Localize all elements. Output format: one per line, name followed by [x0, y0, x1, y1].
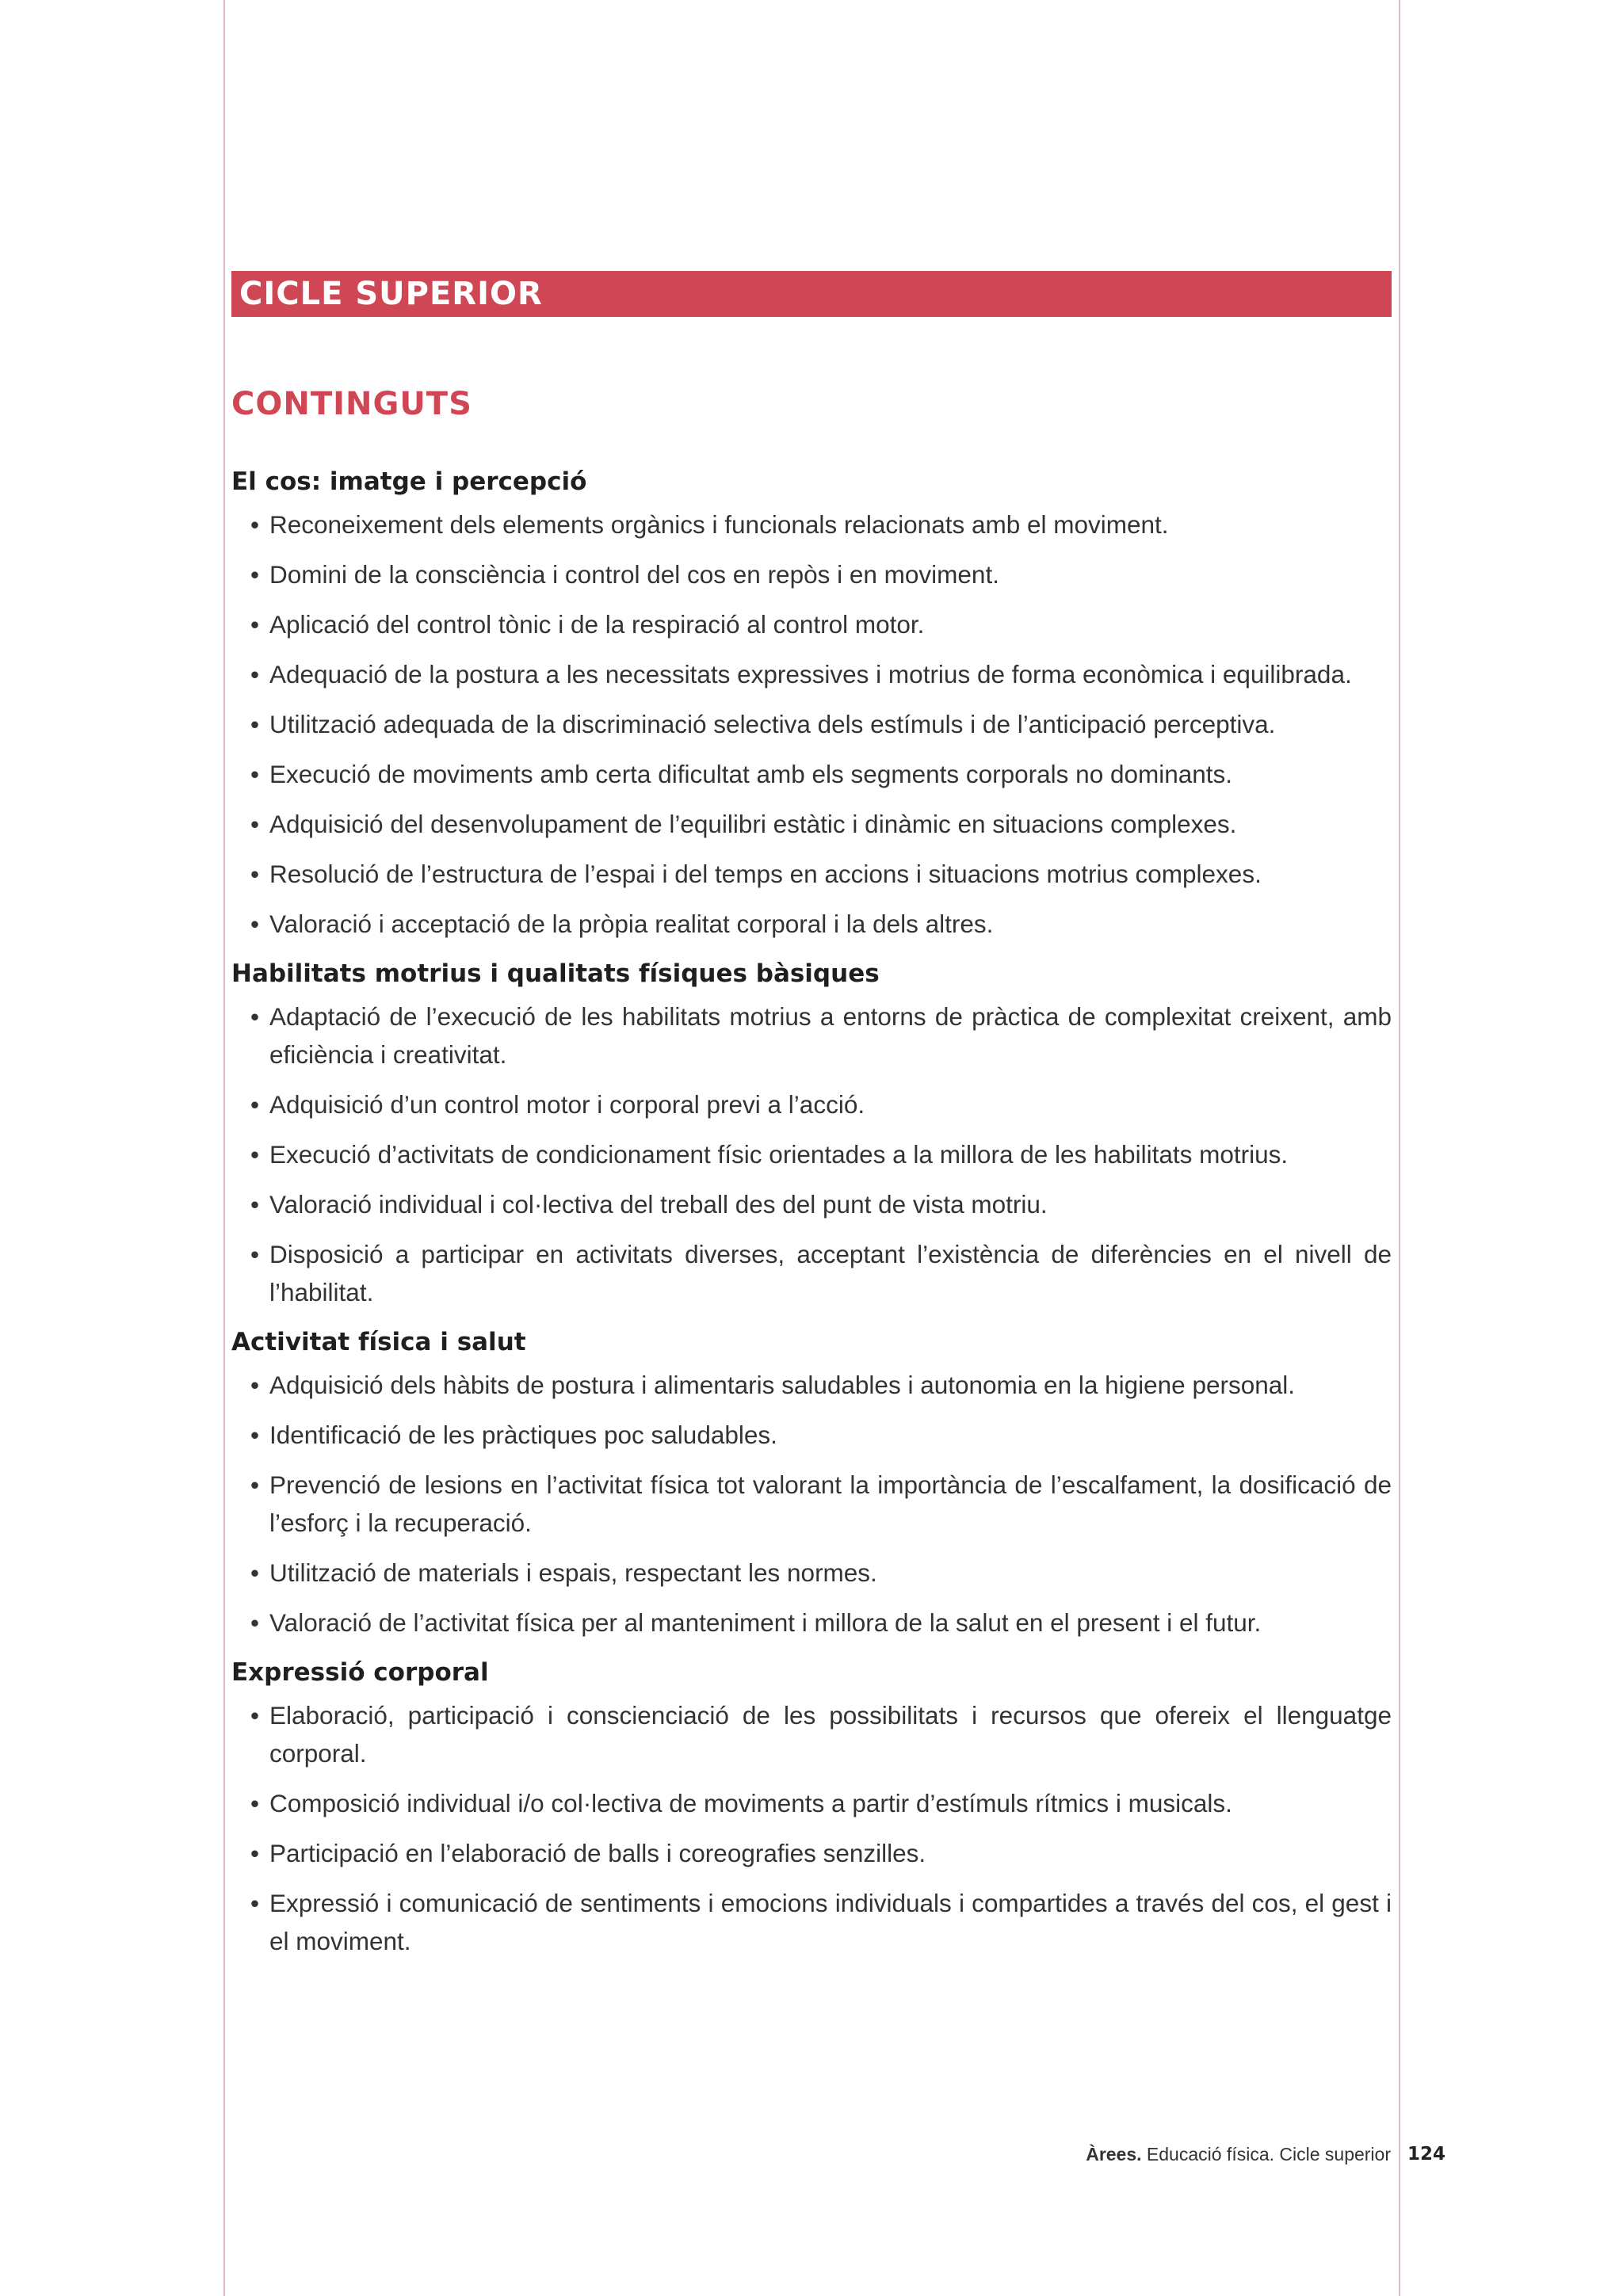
content-section [231, 1323, 1392, 1642]
section-title: Activitat física i salut [231, 1328, 526, 1356]
list-item [231, 755, 1392, 793]
list-item [231, 905, 1392, 943]
list-item-text: Adquisició d’un control motor i corporal previ a l’acció. [269, 1090, 865, 1119]
bullet-icon: • [250, 1789, 260, 1817]
list-item [231, 997, 1392, 1074]
bullet-icon: • [250, 1002, 260, 1031]
bullet-icon: • [250, 1889, 260, 1917]
list-item [231, 605, 1392, 643]
page-content [231, 271, 1392, 1972]
bullet-icon: • [250, 1240, 260, 1268]
bullet-icon: • [250, 1090, 260, 1119]
list-item [231, 705, 1392, 743]
bullet-icon: • [250, 610, 260, 639]
list-item-text: Utilització adequada de la discriminació selectiva dels estímuls i de l’anticipació perceptiva. [269, 710, 1276, 738]
left-margin-rule [223, 0, 225, 2296]
contents-heading: CONTINGUTS [231, 386, 472, 422]
list-item [231, 1185, 1392, 1223]
cycle-banner-title: CICLE SUPERIOR [239, 276, 543, 312]
bullet-icon: • [250, 860, 260, 888]
page-number: 124 [1407, 2144, 1446, 2164]
list-item [231, 855, 1392, 893]
list-item [231, 1554, 1392, 1592]
list-item-text: Participació en l’elaboració de balls i coreografies senzilles. [269, 1839, 926, 1867]
bullet-icon: • [250, 1470, 260, 1499]
list-item-text: Elaboració, participació i conscienciació de les possibilitats i recursos que ofereix el llenguatge corporal. [269, 1701, 1392, 1768]
content-list [231, 997, 1392, 1311]
right-margin-rule [1399, 0, 1400, 2296]
footer-area-label: Àrees. [1086, 2144, 1142, 2164]
sections-container [231, 463, 1392, 1960]
bullet-icon: • [250, 1421, 260, 1449]
page-footer [792, 2141, 1391, 2168]
footer-area-detail: Educació física. Cicle superior [1146, 2144, 1391, 2164]
list-item [231, 1135, 1392, 1173]
list-item-text: Valoració individual i col·lectiva del treball des del punt de vista motriu. [269, 1190, 1048, 1219]
bullet-icon: • [250, 710, 260, 738]
bullet-icon: • [250, 1140, 260, 1169]
list-item [231, 1466, 1392, 1542]
bullet-icon: • [250, 1608, 260, 1637]
list-item [231, 1235, 1392, 1311]
list-item [231, 1696, 1392, 1772]
bullet-icon: • [250, 1190, 260, 1219]
list-item-text: Adquisició del desenvolupament de l’equilibri estàtic i dinàmic en situacions complexes. [269, 810, 1237, 838]
list-item [231, 1784, 1392, 1822]
list-item-text: Utilització de materials i espais, respectant les normes. [269, 1558, 877, 1587]
section-title: El cos: imatge i percepció [231, 467, 587, 496]
list-item-text: Identificació de les pràctiques poc saludables. [269, 1421, 777, 1449]
list-item-text: Valoració de l’activitat física per al manteniment i millora de la salut en el present i el futur. [269, 1608, 1262, 1637]
list-item-text: Adquisició dels hàbits de postura i alimentaris saludables i autonomia en la higiene personal. [269, 1371, 1296, 1399]
content-section [231, 1653, 1392, 1960]
list-item-text: Valoració i acceptació de la pròpia realitat corporal i la dels altres. [269, 910, 994, 938]
bullet-icon: • [250, 560, 260, 589]
list-item-text: Resolució de l’estructura de l’espai i del temps en accions i situacions motrius complexes. [269, 860, 1262, 888]
section-title: Habilitats motrius i qualitats físiques bàsiques [231, 959, 880, 988]
bullet-icon: • [250, 1558, 260, 1587]
list-item-text: Disposició a participar en activitats diverses, acceptant l’existència de diferències en el nivell de l’habilitat. [269, 1240, 1392, 1306]
cycle-banner [231, 271, 1392, 317]
list-item [231, 555, 1392, 593]
list-item [231, 1085, 1392, 1123]
content-list [231, 1696, 1392, 1960]
list-item-text: Composició individual i/o col·lectiva de moviments a partir d’estímuls rítmics i musicals. [269, 1789, 1232, 1817]
list-item-text: Prevenció de lesions en l’activitat física tot valorant la importància de l’escalfament, la dosificació de l’esforç i la recuperació. [269, 1470, 1392, 1537]
list-item [231, 505, 1392, 543]
bullet-icon: • [250, 810, 260, 838]
bullet-icon: • [250, 760, 260, 788]
list-item-text: Aplicació del control tònic i de la respiració al control motor. [269, 610, 925, 639]
bullet-icon: • [250, 1839, 260, 1867]
bullet-icon: • [250, 1371, 260, 1399]
list-item-text: Execució de moviments amb certa dificultat amb els segments corporals no dominants. [269, 760, 1233, 788]
list-item-text: Expressió i comunicació de sentiments i emocions individuals i compartides a través del cos, el gest i el moviment. [269, 1889, 1392, 1955]
list-item [231, 1884, 1392, 1960]
list-item [231, 1834, 1392, 1872]
list-item-text: Reconeixement dels elements orgànics i funcionals relacionats amb el moviment. [269, 510, 1169, 539]
content-section [231, 955, 1392, 1311]
bullet-icon: • [250, 660, 260, 688]
list-item [231, 1366, 1392, 1404]
list-item [231, 1416, 1392, 1454]
list-item-text: Adaptació de l’execució de les habilitats motrius a entorns de pràctica de complexitat creixent, amb eficiència i creativitat. [269, 1002, 1392, 1069]
list-item [231, 655, 1392, 693]
list-item-text: Adequació de la postura a les necessitats expressives i motrius de forma econòmica i equilibrada. [269, 660, 1352, 688]
list-item-text: Domini de la consciència i control del cos en repòs i en moviment. [269, 560, 999, 589]
bullet-icon: • [250, 910, 260, 938]
bullet-icon: • [250, 510, 260, 539]
list-item [231, 805, 1392, 843]
list-item [231, 1604, 1392, 1642]
content-list [231, 1366, 1392, 1642]
section-title: Expressió corporal [231, 1658, 489, 1687]
list-item-text: Execució d’activitats de condicionament físic orientades a la millora de les habilitats motrius. [269, 1140, 1289, 1169]
bullet-icon: • [250, 1701, 260, 1730]
content-list [231, 505, 1392, 943]
content-section [231, 463, 1392, 943]
